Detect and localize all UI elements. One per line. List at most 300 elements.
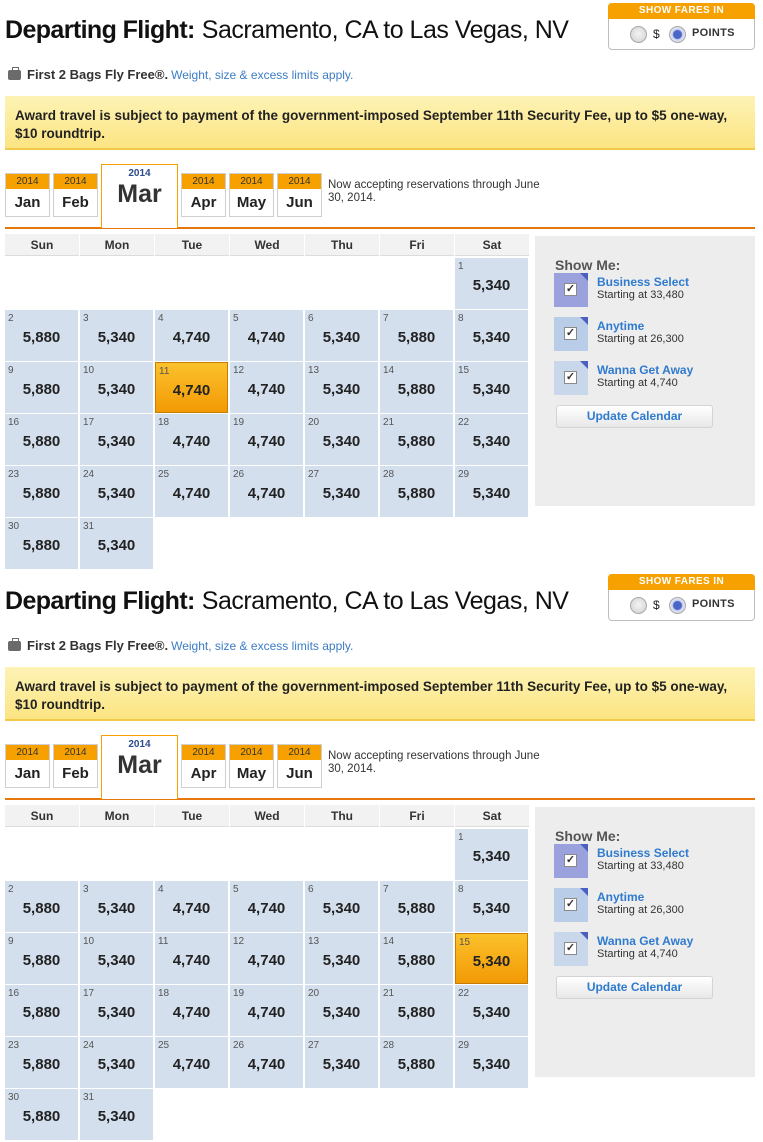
day-number: 21	[383, 988, 395, 999]
day-number: 27	[308, 469, 320, 480]
fare-type-name[interactable]: Wanna Get Away	[597, 363, 694, 377]
fare-points: 5,880	[22, 329, 61, 346]
corner-flag-icon	[580, 932, 588, 940]
day-number: 23	[8, 469, 20, 480]
fare-points: 4,740	[247, 381, 286, 398]
month-tab-feb[interactable]	[53, 173, 98, 217]
show-me-panel	[535, 236, 755, 506]
fare-points: 5,340	[97, 952, 136, 969]
corner-flag-icon	[580, 361, 588, 369]
fare-type-checkbox[interactable]: ✓	[565, 942, 576, 954]
calendar-day-17[interactable]	[80, 985, 153, 1036]
day-number: 16	[8, 988, 20, 999]
month-tab-may[interactable]	[229, 744, 274, 788]
corner-flag-icon	[580, 273, 588, 281]
fare-points: 5,340	[472, 1056, 511, 1073]
calendar-day-16[interactable]	[5, 985, 78, 1036]
calendar-day-30[interactable]	[5, 1089, 78, 1140]
flight-fare-section	[0, 571, 763, 1142]
show-me-title: Show Me:	[555, 257, 621, 273]
weekday-fri: Fri	[380, 234, 454, 256]
day-number: 31	[83, 1092, 95, 1103]
day-number: 2	[8, 884, 14, 895]
month-tab-year: 2014	[230, 174, 273, 189]
bags-free-text: First 2 Bags Fly Free®.	[27, 67, 169, 82]
calendar-day-24[interactable]	[80, 466, 153, 517]
day-number: 28	[383, 469, 395, 480]
weekday-mon: Mon	[80, 234, 154, 256]
weekday-wed: Wed	[230, 234, 304, 256]
month-tab-year: 2014	[182, 174, 225, 189]
day-number: 5	[233, 884, 239, 895]
calendar-day-9[interactable]	[5, 933, 78, 984]
bags-free-text: First 2 Bags Fly Free®.	[27, 638, 169, 653]
calendar-day-24[interactable]	[80, 1037, 153, 1088]
fare-points: 5,340	[97, 1004, 136, 1021]
fare-points: 5,340	[472, 381, 511, 398]
calendar-day-11[interactable]	[155, 362, 228, 413]
fare-type-swatch	[554, 361, 588, 395]
day-number: 20	[308, 417, 320, 428]
day-number: 29	[458, 1040, 470, 1051]
day-number: 20	[308, 988, 320, 999]
calendar-day-15[interactable]	[455, 933, 528, 984]
day-number: 14	[383, 936, 395, 947]
day-number: 26	[233, 1040, 245, 1051]
fare-points: 5,340	[97, 485, 136, 502]
calendar-day-25[interactable]	[155, 1037, 228, 1088]
calendar-day-21[interactable]	[380, 414, 453, 465]
day-number: 1	[458, 261, 464, 272]
fare-points: 5,880	[397, 433, 436, 450]
weekday-thu: Thu	[305, 805, 379, 827]
calendar-day-16[interactable]	[5, 414, 78, 465]
fare-type-name[interactable]: Business Select	[597, 275, 690, 289]
day-number: 6	[308, 884, 314, 895]
calendar-day-5[interactable]	[230, 881, 303, 932]
award-fee-notice: Award travel is subject to payment of the government-imposed September 11th Security Fee, up to $5 one-way, $10 roundtrip.	[5, 667, 755, 721]
day-number: 13	[308, 936, 320, 947]
fare-points: 5,340	[322, 1004, 361, 1021]
points-radio[interactable]	[669, 26, 686, 43]
month-tab-name: May	[236, 194, 267, 211]
fare-points: 5,880	[22, 433, 61, 450]
fare-points: 5,880	[22, 1004, 61, 1021]
page-title	[5, 587, 568, 616]
fare-points: 4,740	[247, 952, 286, 969]
weekday-mon: Mon	[80, 805, 154, 827]
weekday-sun: Sun	[5, 805, 79, 827]
calendar-day-20[interactable]	[305, 414, 378, 465]
month-tab-jan[interactable]	[5, 744, 50, 788]
day-number: 29	[458, 469, 470, 480]
month-tab-year: 2014	[128, 168, 151, 179]
bags-notice	[8, 67, 353, 82]
fare-points: 5,880	[397, 1056, 436, 1073]
calendar-day-30[interactable]	[5, 518, 78, 569]
fare-type-starting: Starting at 33,480	[597, 289, 684, 301]
fare-points: 5,880	[397, 329, 436, 346]
fare-type-checkbox[interactable]: ✓	[565, 898, 576, 910]
calendar-day-17[interactable]	[80, 414, 153, 465]
calendar-day-27[interactable]	[305, 466, 378, 517]
day-number: 6	[308, 313, 314, 324]
fare-points: 4,740	[247, 485, 286, 502]
month-tab-mar[interactable]	[101, 164, 178, 228]
month-tab-name: Feb	[62, 194, 89, 211]
bag-limits-link[interactable]: Weight, size & excess limits apply.	[171, 68, 354, 82]
day-number: 11	[159, 366, 170, 377]
fare-type-starting: Starting at 4,740	[597, 948, 678, 960]
fare-points: 5,880	[22, 900, 61, 917]
month-tab-year: 2014	[278, 745, 321, 760]
calendar-day-21[interactable]	[380, 985, 453, 1036]
day-number: 14	[383, 365, 395, 376]
show-fares-header: SHOW FARES IN	[608, 3, 755, 19]
calendar-day-8[interactable]	[455, 310, 528, 361]
fare-points: 4,740	[172, 1056, 211, 1073]
show-me-panel	[535, 807, 755, 1077]
day-number: 16	[8, 417, 20, 428]
day-number: 22	[458, 417, 470, 428]
month-tab-name: Apr	[190, 765, 217, 782]
calendar-day-7[interactable]	[380, 881, 453, 932]
calendar-day-22[interactable]	[455, 414, 528, 465]
fare-points: 4,740	[247, 1004, 286, 1021]
calendar-day-2[interactable]	[5, 310, 78, 361]
calendar-day-4[interactable]	[155, 881, 228, 932]
day-number: 19	[233, 988, 245, 999]
calendar-day-13[interactable]	[305, 362, 378, 413]
fare-points: 5,880	[397, 1004, 436, 1021]
fare-points: 4,740	[172, 900, 211, 917]
day-number: 25	[158, 469, 170, 480]
fare-points: 5,880	[397, 381, 436, 398]
day-number: 25	[158, 1040, 170, 1051]
fare-type-swatch	[554, 888, 588, 922]
day-number: 10	[83, 365, 95, 376]
suitcase-icon	[8, 641, 21, 651]
day-number: 4	[158, 313, 164, 324]
fare-points: 4,740	[247, 329, 286, 346]
day-number: 7	[383, 313, 389, 324]
month-tab-apr[interactable]	[181, 744, 226, 788]
fare-points: 4,740	[247, 1056, 286, 1073]
weekday-tue: Tue	[155, 234, 229, 256]
day-number: 9	[8, 365, 14, 376]
fare-points: 5,340	[322, 433, 361, 450]
award-fee-notice: Award travel is subject to payment of the government-imposed September 11th Security Fee, up to $5 one-way, $10 roundtrip.	[5, 96, 755, 150]
fare-type-name[interactable]: Wanna Get Away	[597, 934, 694, 948]
calendar-day-31[interactable]	[80, 518, 153, 569]
day-number: 7	[383, 884, 389, 895]
dollars-label: $	[653, 598, 660, 612]
month-tab-name: Apr	[190, 194, 217, 211]
month-tab-year: 2014	[6, 174, 49, 189]
fare-points: 5,880	[397, 952, 436, 969]
calendar-day-3[interactable]	[80, 881, 153, 932]
fare-type-option[interactable]	[554, 317, 744, 351]
show-fares-header: SHOW FARES IN	[608, 574, 755, 590]
fare-type-option[interactable]	[554, 273, 744, 307]
fare-type-option[interactable]	[554, 844, 744, 878]
fare-points: 4,740	[247, 900, 286, 917]
day-number: 21	[383, 417, 395, 428]
fare-type-option[interactable]	[554, 888, 744, 922]
fare-type-swatch	[554, 932, 588, 966]
day-number: 28	[383, 1040, 395, 1051]
day-number: 5	[233, 313, 239, 324]
bag-limits-link[interactable]: Weight, size & excess limits apply.	[171, 639, 354, 653]
day-number: 8	[458, 313, 464, 324]
day-number: 13	[308, 365, 320, 376]
calendar-day-18[interactable]	[155, 985, 228, 1036]
day-number: 18	[158, 417, 170, 428]
fare-points: 5,340	[322, 381, 361, 398]
calendar-day-1[interactable]	[455, 258, 528, 309]
calendar-day-2[interactable]	[5, 881, 78, 932]
calendar-day-12[interactable]	[230, 362, 303, 413]
fare-points: 5,880	[22, 537, 61, 554]
fare-points: 5,340	[97, 537, 136, 554]
weekday-tue: Tue	[155, 805, 229, 827]
fare-points: 4,740	[172, 485, 211, 502]
calendar-day-7[interactable]	[380, 310, 453, 361]
fare-points: 4,740	[172, 329, 211, 346]
day-number: 24	[83, 469, 95, 480]
dollars-radio[interactable]	[630, 26, 647, 43]
fare-points: 5,340	[97, 381, 136, 398]
fare-points: 5,340	[322, 952, 361, 969]
day-number: 26	[233, 469, 245, 480]
day-number: 11	[158, 936, 169, 947]
calendar-day-10[interactable]	[80, 933, 153, 984]
reservations-note: Now accepting reservations through June 30, 2014.	[328, 750, 540, 775]
month-tab-name: Jun	[286, 765, 313, 782]
update-calendar-button[interactable]: Update Calendar	[556, 405, 713, 428]
show-fares-in-box	[608, 3, 755, 50]
fare-type-checkbox[interactable]: ✓	[565, 283, 576, 295]
calendar-day-23[interactable]	[5, 466, 78, 517]
fare-points: 5,340	[472, 1004, 511, 1021]
day-number: 12	[233, 365, 245, 376]
month-tab-year: 2014	[54, 174, 97, 189]
month-tab-jun[interactable]	[277, 173, 322, 217]
calendar-day-4[interactable]	[155, 310, 228, 361]
day-number: 8	[458, 884, 464, 895]
fare-type-option[interactable]	[554, 932, 744, 966]
day-number: 27	[308, 1040, 320, 1051]
fare-points: 5,340	[97, 900, 136, 917]
day-number: 19	[233, 417, 245, 428]
fare-type-name[interactable]: Anytime	[597, 319, 645, 333]
month-tab-feb[interactable]	[53, 744, 98, 788]
fare-points: 4,740	[247, 433, 286, 450]
calendar-day-3[interactable]	[80, 310, 153, 361]
month-tab-name: Jun	[286, 194, 313, 211]
fare-points: 5,340	[472, 277, 511, 294]
calendar-day-11[interactable]	[155, 933, 228, 984]
calendar-day-18[interactable]	[155, 414, 228, 465]
month-tab-year: 2014	[6, 745, 49, 760]
fare-type-starting: Starting at 26,300	[597, 333, 684, 345]
fare-points: 5,340	[472, 329, 511, 346]
calendar-day-5[interactable]	[230, 310, 303, 361]
day-number: 24	[83, 1040, 95, 1051]
weekday-thu: Thu	[305, 234, 379, 256]
fare-points: 5,340	[322, 900, 361, 917]
month-tab-jan[interactable]	[5, 173, 50, 217]
reservations-note: Now accepting reservations through June 30, 2014.	[328, 179, 540, 204]
month-tab-name: Feb	[62, 765, 89, 782]
day-number: 9	[8, 936, 14, 947]
fare-points: 5,880	[22, 1108, 61, 1125]
calendar-day-29[interactable]	[455, 466, 528, 517]
fare-points: 5,880	[22, 952, 61, 969]
calendar-day-14[interactable]	[380, 362, 453, 413]
calendar-day-15[interactable]	[455, 362, 528, 413]
fare-points: 4,740	[172, 433, 211, 450]
title-label: Departing Flight:	[5, 16, 195, 44]
calendar-day-25[interactable]	[155, 466, 228, 517]
calendar-day-6[interactable]	[305, 310, 378, 361]
fare-points: 4,740	[172, 382, 211, 399]
calendar-day-28[interactable]	[380, 466, 453, 517]
calendar-day-22[interactable]	[455, 985, 528, 1036]
month-tab-year: 2014	[230, 745, 273, 760]
points-label: POINTS	[692, 27, 735, 39]
day-number: 1	[458, 832, 464, 843]
day-number: 3	[83, 313, 89, 324]
month-tab-name: May	[236, 765, 267, 782]
day-number: 15	[459, 937, 471, 948]
day-number: 15	[458, 365, 470, 376]
title-label: Departing Flight:	[5, 587, 195, 615]
calendar-day-10[interactable]	[80, 362, 153, 413]
calendar-day-13[interactable]	[305, 933, 378, 984]
fare-points: 5,340	[472, 953, 511, 970]
month-tab-name: Jan	[14, 765, 41, 782]
fare-type-swatch	[554, 844, 588, 878]
route-label: Sacramento, CA to Las Vegas, NV	[201, 587, 569, 615]
calendar-day-19[interactable]	[230, 985, 303, 1036]
day-number: 2	[8, 313, 14, 324]
fare-type-checkbox[interactable]: ✓	[565, 327, 576, 339]
show-me-title: Show Me:	[555, 828, 621, 844]
calendar-day-27[interactable]	[305, 1037, 378, 1088]
day-number: 4	[158, 884, 164, 895]
fare-points: 4,740	[172, 1004, 211, 1021]
weekday-fri: Fri	[380, 805, 454, 827]
fare-points: 5,340	[472, 433, 511, 450]
calendar-day-8[interactable]	[455, 881, 528, 932]
suitcase-icon	[8, 70, 21, 80]
fare-points: 5,340	[97, 1108, 136, 1125]
calendar-day-12[interactable]	[230, 933, 303, 984]
page-title	[5, 16, 568, 45]
fare-points: 5,880	[22, 381, 61, 398]
corner-flag-icon	[580, 888, 588, 896]
calendar-day-9[interactable]	[5, 362, 78, 413]
day-number: 30	[8, 521, 20, 532]
fare-points: 5,340	[322, 329, 361, 346]
fare-points: 5,340	[472, 900, 511, 917]
month-tab-year: 2014	[54, 745, 97, 760]
fare-points: 5,340	[322, 1056, 361, 1073]
month-tab-apr[interactable]	[181, 173, 226, 217]
day-number: 10	[83, 936, 95, 947]
route-label: Sacramento, CA to Las Vegas, NV	[201, 16, 569, 44]
month-tab-year: 2014	[182, 745, 225, 760]
points-radio[interactable]	[669, 597, 686, 614]
month-tab-year: 2014	[128, 739, 151, 750]
month-tab-name: Jan	[14, 194, 41, 211]
dollars-radio[interactable]	[630, 597, 647, 614]
day-number: 23	[8, 1040, 20, 1051]
corner-flag-icon	[580, 844, 588, 852]
fare-type-name[interactable]: Business Select	[597, 846, 690, 860]
fare-points: 5,880	[397, 485, 436, 502]
fare-points: 5,880	[22, 485, 61, 502]
day-number: 22	[458, 988, 470, 999]
fare-type-option[interactable]	[554, 361, 744, 395]
fare-points: 5,880	[397, 900, 436, 917]
bags-notice	[8, 638, 353, 653]
fare-type-starting: Starting at 4,740	[597, 377, 678, 389]
month-tab-may[interactable]	[229, 173, 274, 217]
fare-type-starting: Starting at 33,480	[597, 860, 684, 872]
month-tab-jun[interactable]	[277, 744, 322, 788]
fare-points: 5,880	[22, 1056, 61, 1073]
calendar-day-19[interactable]	[230, 414, 303, 465]
fare-type-name[interactable]: Anytime	[597, 890, 645, 904]
fare-type-checkbox[interactable]: ✓	[565, 854, 576, 866]
corner-flag-icon	[580, 317, 588, 325]
month-tab-name: Mar	[117, 180, 162, 208]
calendar-day-29[interactable]	[455, 1037, 528, 1088]
calendar-day-6[interactable]	[305, 881, 378, 932]
calendar-day-26[interactable]	[230, 466, 303, 517]
day-number: 31	[83, 521, 95, 532]
day-number: 18	[158, 988, 170, 999]
calendar-day-28[interactable]	[380, 1037, 453, 1088]
calendar-day-31[interactable]	[80, 1089, 153, 1140]
fare-type-checkbox[interactable]: ✓	[565, 371, 576, 383]
month-tab-name: Mar	[117, 751, 162, 779]
fare-type-swatch	[554, 273, 588, 307]
calendar-day-26[interactable]	[230, 1037, 303, 1088]
fare-points: 4,740	[172, 952, 211, 969]
day-number: 17	[83, 417, 95, 428]
points-label: POINTS	[692, 598, 735, 610]
fare-points: 5,340	[97, 329, 136, 346]
month-tab-year: 2014	[278, 174, 321, 189]
fare-points: 5,340	[472, 848, 511, 865]
fare-points: 5,340	[322, 485, 361, 502]
update-calendar-button[interactable]: Update Calendar	[556, 976, 713, 999]
calendar-day-23[interactable]	[5, 1037, 78, 1088]
weekday-sat: Sat	[455, 805, 529, 827]
day-number: 12	[233, 936, 245, 947]
calendar-day-20[interactable]	[305, 985, 378, 1036]
show-fares-in-box	[608, 574, 755, 621]
calendar-day-1[interactable]	[455, 829, 528, 880]
fare-points: 5,340	[472, 485, 511, 502]
day-number: 3	[83, 884, 89, 895]
calendar-day-14[interactable]	[380, 933, 453, 984]
month-tab-mar[interactable]	[101, 735, 178, 799]
fare-type-swatch	[554, 317, 588, 351]
